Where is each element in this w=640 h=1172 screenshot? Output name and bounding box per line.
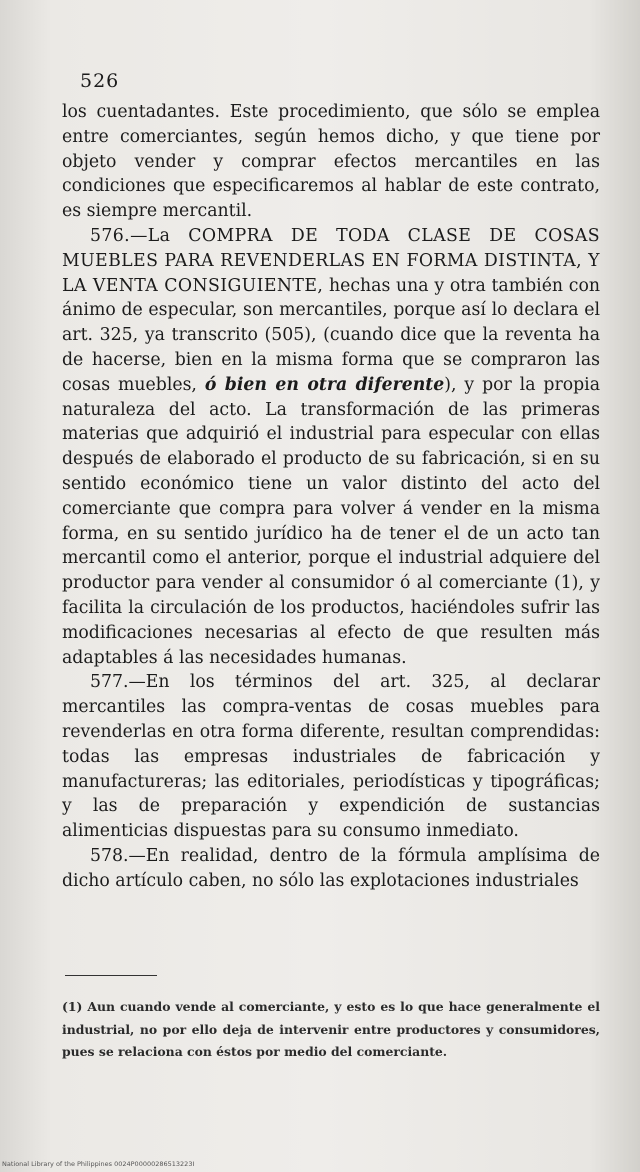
italic-phrase: ó bien en otra diferente <box>204 374 445 395</box>
page-number: 526 <box>80 70 120 92</box>
paragraph-577: 577.—En los términos del art. 325, al declarar mercantiles las compra-ventas de cosas muebles para revenderlas en otra forma diferente, resultan comprendidas: todas las empresas industriales de fabricación y manufactureras; las editoriales, periodísticas y tipográficas; y las de preparación y expendición de sustancias alimenticias dispuestas para su consumo inmediato. <box>62 672 600 842</box>
section-576-heading: 576.—La COMPRA DE TODA CLASE DE COSAS MUEBLES PARA REVENDERLAS EN FORMA DISTINTA, Y LA VENTA CONSIGUIENTE, <box>62 225 600 296</box>
paragraph-578: 578.—En realidad, dentro de la fórmula amplísima de dicho artículo caben, no sólo las explotaciones industriales <box>62 845 600 891</box>
paragraph-576-part-a: hechas una y otra también con ánimo de especular, son mercantiles, porque así lo declara el art. 325, ya transcrito (505), (cuando dice que la reventa ha de hacerse, bien en la misma forma que se compraron las cosas muebles, <box>62 275 601 395</box>
paragraph-576-part-b: ), y por la propia naturaleza del acto. La transformación de las primeras materias que adquirió el industrial para especular con ellas después de elaborado el producto de su fabricación, si en su sentido económico tiene un valor distinto del acto del comerciante que compra para volver á vender en la misma forma, en su sentido jurídico ha de tener el de un acto tan mercantil como el anterior, porque el industrial adquiere del productor para vender al consumidor ó al comerciante (1), y facilita la circulación de los productos, haciéndoles sufrir las modificaciones necesarias al efecto de que resulten más adaptables á las necesidades humanas. <box>62 374 601 668</box>
footnote-divider <box>65 975 157 976</box>
paragraph-576 <box>62 224 600 670</box>
scan-credit: National Library of the Philippines 0024P00000286513223I <box>2 1160 195 1168</box>
footnote: (1) Aun cuando vende al comerciante, y esto es lo que hace generalmente el industrial, no por ello deja de intervenir entre productores y consumidores, pues se relaciona con éstos por medio del comerciante. <box>62 999 600 1059</box>
paragraph-continuation: los cuentadantes. Este procedimiento, que sólo se emplea entre comerciantes, según hemos dicho, y que tiene por objeto vender y comprar efectos mercantiles en las condiciones que especificaremos al hablar de este contrato, es siempre mercantil. <box>62 102 600 222</box>
body-text <box>62 100 600 894</box>
